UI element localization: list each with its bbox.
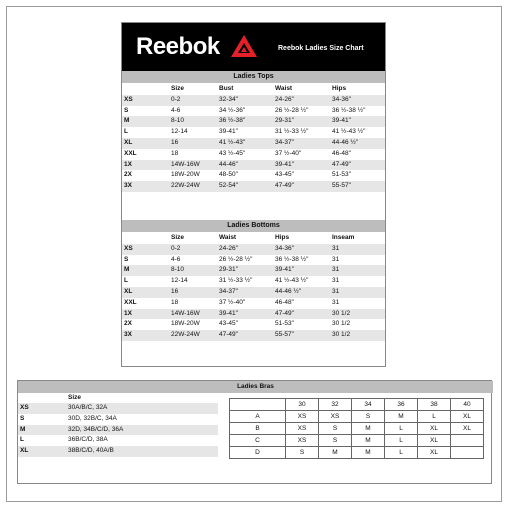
- table-row: [230, 411, 484, 423]
- table-cell: XS: [286, 423, 319, 435]
- size-label: 2X: [124, 171, 132, 179]
- column-header: Hips: [332, 85, 347, 92]
- size-label: XL: [20, 447, 29, 455]
- band-size-header: 40: [451, 399, 484, 411]
- table-row: [122, 170, 385, 181]
- table-cell: S: [319, 423, 352, 435]
- band-size-header: [230, 399, 286, 411]
- table-cell: XS: [286, 435, 319, 447]
- table-row: [122, 244, 385, 255]
- table-cell: 18W-20W: [171, 320, 200, 328]
- table-cell: 41 ½-43 ½": [275, 277, 309, 285]
- table-cell: XL: [418, 423, 451, 435]
- table-cell: 55-57": [332, 182, 351, 190]
- column-header: Bust: [219, 85, 234, 92]
- table-cell: 51-53": [275, 320, 294, 328]
- table-cell: M: [352, 423, 385, 435]
- grid-header-row: [230, 399, 484, 411]
- tops-header: Ladies Tops: [122, 71, 385, 83]
- size-label: S: [20, 414, 25, 422]
- table-cell: 8-10: [171, 266, 185, 274]
- table-cell: 0-2: [171, 95, 181, 103]
- table-cell: XL: [418, 435, 451, 447]
- table-cell: 46-48": [332, 149, 351, 157]
- column-header: Waist: [219, 234, 237, 241]
- size-label: 3X: [124, 331, 132, 339]
- size-label: XXL: [124, 149, 137, 157]
- table-row: [122, 330, 385, 341]
- table-cell: 24-26": [275, 95, 294, 103]
- column-header: Size: [171, 85, 185, 92]
- brand-banner: [122, 23, 385, 71]
- cup-label: C: [230, 435, 286, 447]
- table-row: [122, 287, 385, 298]
- table-cell: 32-34": [219, 95, 238, 103]
- table-cell: 31: [332, 287, 340, 295]
- table-cell: 4-6: [171, 106, 181, 114]
- table-cell: XS: [319, 411, 352, 423]
- table-cell: 14W-16W: [171, 160, 200, 168]
- table-row: [18, 446, 218, 457]
- table-cell: L: [418, 411, 451, 423]
- table-cell: M: [352, 435, 385, 447]
- size-label: XS: [124, 244, 133, 252]
- column-header: Size: [171, 234, 185, 241]
- size-label: M: [124, 117, 130, 125]
- table-cell: 30 1/2: [332, 331, 351, 339]
- table-cell: M: [352, 447, 385, 459]
- bottoms-column-header-row: [122, 233, 385, 244]
- bras-header: Ladies Bras: [18, 381, 493, 393]
- column-header: Waist: [275, 85, 293, 92]
- table-cell: M: [385, 411, 418, 423]
- table-cell: 31 ½-33 ½": [275, 128, 309, 136]
- table-cell: 41 ½-43 ½": [332, 128, 366, 136]
- cup-label: A: [230, 411, 286, 423]
- size-label: 2X: [124, 320, 132, 328]
- table-cell: 31 ½-33 ½": [219, 277, 253, 285]
- table-cell: 38B/C/D, 40A/B: [68, 447, 114, 455]
- table-cell: 4-6: [171, 255, 181, 263]
- table-cell: [451, 435, 484, 447]
- table-cell: 36 ½-38 ½": [332, 106, 366, 114]
- size-label: 3X: [124, 182, 132, 190]
- table-cell: 26 ½-28 ½": [275, 106, 309, 114]
- table-row: [230, 447, 484, 459]
- tops-column-header-row: [122, 84, 385, 95]
- table-row: [122, 160, 385, 171]
- bras-size-header: Size: [68, 394, 82, 401]
- size-label: M: [124, 266, 130, 274]
- bras-size-list: [18, 403, 218, 457]
- size-label: L: [124, 277, 128, 285]
- table-cell: 16: [171, 138, 179, 146]
- table-row: [122, 95, 385, 106]
- table-cell: 29-31": [275, 117, 294, 125]
- table-cell: 37 ½-40": [275, 149, 302, 157]
- size-label: L: [124, 128, 128, 136]
- table-cell: L: [385, 435, 418, 447]
- table-cell: S: [286, 447, 319, 459]
- table-cell: 0-2: [171, 244, 181, 252]
- table-cell: 14W-16W: [171, 309, 200, 317]
- table-cell: XL: [418, 447, 451, 459]
- table-cell: 31: [332, 244, 340, 252]
- table-cell: 34-37": [219, 287, 238, 295]
- table-cell: 32D, 34B/C/D, 36A: [68, 425, 124, 433]
- table-cell: 36 ½-38 ½": [275, 255, 309, 263]
- table-cell: 36 ½-38": [219, 117, 246, 125]
- table-cell: 31: [332, 298, 340, 306]
- table-row: [122, 265, 385, 276]
- table-cell: 8-10: [171, 117, 185, 125]
- reebok-logo: Reebok: [136, 33, 220, 60]
- table-cell: 36B/C/D, 38A: [68, 436, 108, 444]
- table-row: [122, 106, 385, 117]
- table-cell: S: [352, 411, 385, 423]
- table-row: [122, 181, 385, 192]
- table-cell: L: [385, 423, 418, 435]
- band-size-header: 34: [352, 399, 385, 411]
- table-cell: XS: [286, 411, 319, 423]
- table-row: [122, 127, 385, 138]
- table-cell: [451, 447, 484, 459]
- column-header: Inseam: [332, 234, 355, 241]
- table-cell: 39-41": [275, 160, 294, 168]
- table-cell: 44-46": [219, 160, 238, 168]
- table-cell: 18: [171, 298, 179, 306]
- table-cell: 48-50": [219, 171, 238, 179]
- table-cell: M: [319, 447, 352, 459]
- table-cell: 31: [332, 277, 340, 285]
- cup-label: B: [230, 423, 286, 435]
- table-cell: 22W-24W: [171, 331, 200, 339]
- band-size-header: 30: [286, 399, 319, 411]
- table-cell: S: [319, 435, 352, 447]
- table-row: [18, 425, 218, 436]
- table-cell: 16: [171, 287, 179, 295]
- table-cell: 26 ½-28 ½": [219, 255, 253, 263]
- table-cell: 30 1/2: [332, 309, 351, 317]
- table-cell: 47-49": [332, 160, 351, 168]
- size-label: M: [20, 425, 26, 433]
- table-cell: 30 1/2: [332, 320, 351, 328]
- table-cell: 47-49": [219, 331, 238, 339]
- table-cell: 34-36": [275, 244, 294, 252]
- table-cell: 55-57": [275, 331, 294, 339]
- table-cell: 31: [332, 266, 340, 274]
- table-row: [122, 149, 385, 160]
- size-label: 1X: [124, 309, 132, 317]
- table-cell: 47-49": [275, 309, 294, 317]
- band-size-header: 32: [319, 399, 352, 411]
- table-cell: 39-41": [219, 128, 238, 136]
- table-cell: 43-45": [275, 171, 294, 179]
- band-size-header: 38: [418, 399, 451, 411]
- table-row: [122, 319, 385, 330]
- table-cell: 18W-20W: [171, 171, 200, 179]
- table-cell: 44-46 ½": [332, 138, 359, 146]
- table-cell: 46-48": [275, 298, 294, 306]
- table-cell: 34-36": [332, 95, 351, 103]
- bra-size-grid: [229, 398, 484, 459]
- table-row: [18, 435, 218, 446]
- size-label: XXL: [124, 298, 137, 306]
- table-cell: 39-41": [275, 266, 294, 274]
- size-label: S: [124, 106, 129, 114]
- table-row: [18, 414, 218, 425]
- table-cell: 43-45": [219, 320, 238, 328]
- table-cell: 30D, 32B/C, 34A: [68, 414, 117, 422]
- table-cell: XL: [451, 411, 484, 423]
- table-cell: 47-49": [275, 182, 294, 190]
- table-cell: 12-14: [171, 277, 188, 285]
- size-chart-card: [121, 22, 386, 367]
- tops-table: [122, 84, 385, 192]
- table-cell: 12-14: [171, 128, 188, 136]
- table-cell: 29-31": [219, 266, 238, 274]
- table-cell: 31: [332, 255, 340, 263]
- table-row: [230, 435, 484, 447]
- table-cell: 30A/B/C, 32A: [68, 404, 108, 411]
- table-row: [122, 116, 385, 127]
- size-label: 1X: [124, 160, 132, 168]
- size-label: XS: [124, 95, 133, 103]
- table-cell: 41 ½-43": [219, 138, 246, 146]
- table-row: [230, 423, 484, 435]
- table-row: [122, 276, 385, 287]
- table-cell: 51-53": [332, 171, 351, 179]
- table-cell: 18: [171, 149, 179, 157]
- cup-label: D: [230, 447, 286, 459]
- size-label: XS: [20, 404, 29, 411]
- bottoms-table: [122, 233, 385, 341]
- chart-title: Reebok Ladies Size Chart: [278, 45, 364, 52]
- table-cell: 52-54": [219, 182, 238, 190]
- table-cell: 39-41": [219, 309, 238, 317]
- table-cell: 34 ½-36": [219, 106, 246, 114]
- table-cell: 39-41": [332, 117, 351, 125]
- table-cell: 24-26": [219, 244, 238, 252]
- size-label: XL: [124, 138, 133, 146]
- table-cell: 22W-24W: [171, 182, 200, 190]
- table-cell: XL: [451, 423, 484, 435]
- size-label: L: [20, 436, 24, 444]
- table-row: [122, 138, 385, 149]
- size-label: XL: [124, 287, 133, 295]
- table-row: [122, 298, 385, 309]
- band-size-header: 36: [385, 399, 418, 411]
- delta-logo-icon: [230, 34, 258, 58]
- table-row: [18, 403, 218, 414]
- table-cell: 34-37": [275, 138, 294, 146]
- bottoms-header: Ladies Bottoms: [122, 220, 385, 232]
- column-header: Hips: [275, 234, 290, 241]
- size-label: S: [124, 255, 129, 263]
- table-cell: L: [385, 447, 418, 459]
- table-row: [122, 309, 385, 320]
- table-row: [122, 255, 385, 266]
- table-cell: 43 ½-45": [219, 149, 246, 157]
- table-cell: 44-46 ½": [275, 287, 302, 295]
- table-cell: 37 ½-40": [219, 298, 246, 306]
